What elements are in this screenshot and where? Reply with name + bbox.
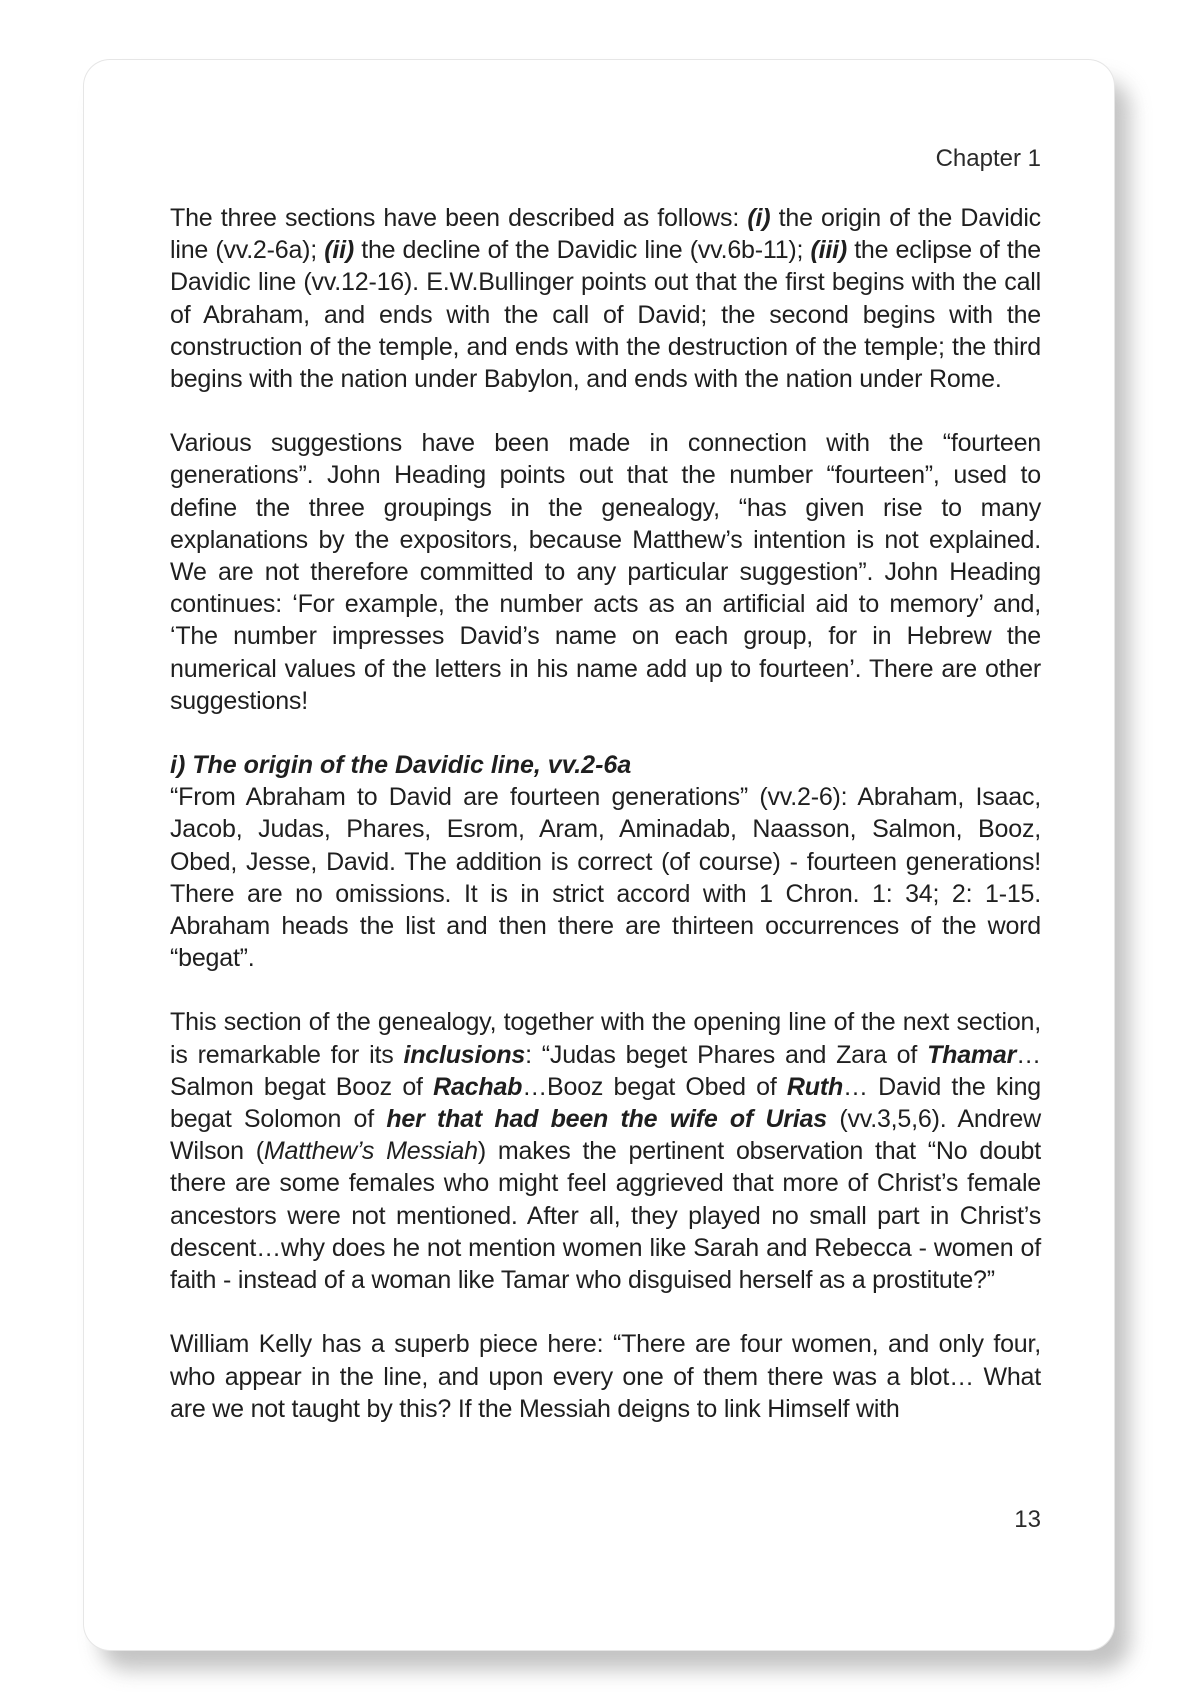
body-text	[170, 202, 1041, 1425]
paragraph-4	[170, 1006, 1041, 1296]
text-run: ) makes the pertinent observation that “No doubt there are some females who might feel aggrieved that more of Christ’s female ancestors were not mentioned. After all, they played no small part in Christ’s descent…why does he not mention women like Sarah and Rebecca - women of faith - instead of a woman like Tamar who disguised herself as a prostitute?”	[170, 1137, 1041, 1295]
paragraph-1	[170, 202, 1041, 395]
text-run: This section of the genealogy, together with the opening line of the next section, is remarkable for its	[170, 1008, 1041, 1069]
text-run: (vv.3,5,6). Andrew Wilson (	[170, 1105, 1041, 1166]
paragraph-2: Various suggestions have been made in connection with the “fourteen generations”. John Heading points out that the number “fourteen”, used to define the three groupings in the genealogy, “has given rise to many explanations by the expositors, because Matthew’s intention is not explained. We are not therefore committed to any particular suggestion”. John Heading continues: ‘For example, the number acts as an artificial aid to memory’ and, ‘The number impresses David’s name on each group, for in Hebrew the numerical values of the letters in his name add up to fourteen’. There are other suggestions!	[170, 429, 1041, 715]
emphasis-rachab: Rachab	[433, 1072, 523, 1101]
paragraph-5: William Kelly has a superb piece here: “There are four women, and only four, who appear in the line, and upon every one of them there was a blot… What are we not taught by this? If the Messiah deigns to link Himself with	[170, 1330, 1041, 1423]
running-head: Chapter 1	[935, 145, 1041, 172]
section-marker-i: (i)	[747, 204, 771, 232]
section-heading: i) The origin of the Davidic line, vv.2-6a	[170, 751, 632, 780]
text-run: the origin of the Davidic line (vv.2-6a);	[170, 204, 1041, 265]
text-run: the eclipse of the Davidic line (vv.12-16). E.W.Bullinger points out that the first begins with the call of Abraham, and ends with the call of David; the second begins with the construction of the temple, and ends with the destruction of the temple; the third begins with the nation under Babylon, and ends with the nation under Rome.	[170, 236, 1041, 394]
section-marker-ii: (ii)	[324, 236, 354, 265]
paragraph-3: “From Abraham to David are fourteen generations” (vv.2-6): Abraham, Isaac, Jacob, Judas, Phares, Esrom, Aram, Aminadab, Naasson, Salmon, Booz, Obed, Jesse, David. The addition is correct (of course) - fourteen generations! There are no omissions. It is in strict accord with 1 Chron. 1: 34; 2: 1-15. Abraham heads the list and then there are thirteen occurrences of the word “begat”.	[170, 783, 1041, 973]
text-run: … David the king begat Solomon of	[170, 1072, 1041, 1134]
text-run: …Salmon begat Booz of	[170, 1040, 1041, 1101]
emphasis-ruth: Ruth	[786, 1072, 844, 1101]
text-run: : “Judas beget Phares and Zara of	[525, 1040, 928, 1069]
text-run: The three sections have been described as follows:	[170, 204, 748, 232]
emphasis-wife-of-urias: her that had been the wife of Urias	[386, 1105, 827, 1134]
emphasis-thamar: Thamar	[927, 1040, 1017, 1069]
text-run: …Booz begat Obed of	[522, 1072, 787, 1101]
book-page	[84, 60, 1114, 1650]
section-marker-iii: (iii)	[810, 236, 847, 265]
book-title-matthews-messiah: Matthew’s Messiah	[263, 1137, 478, 1166]
page-number: 13	[1014, 1506, 1041, 1533]
text-run: the decline of the Davidic line (vv.6b-11);	[354, 236, 811, 265]
emphasis-inclusions: inclusions	[403, 1040, 526, 1069]
